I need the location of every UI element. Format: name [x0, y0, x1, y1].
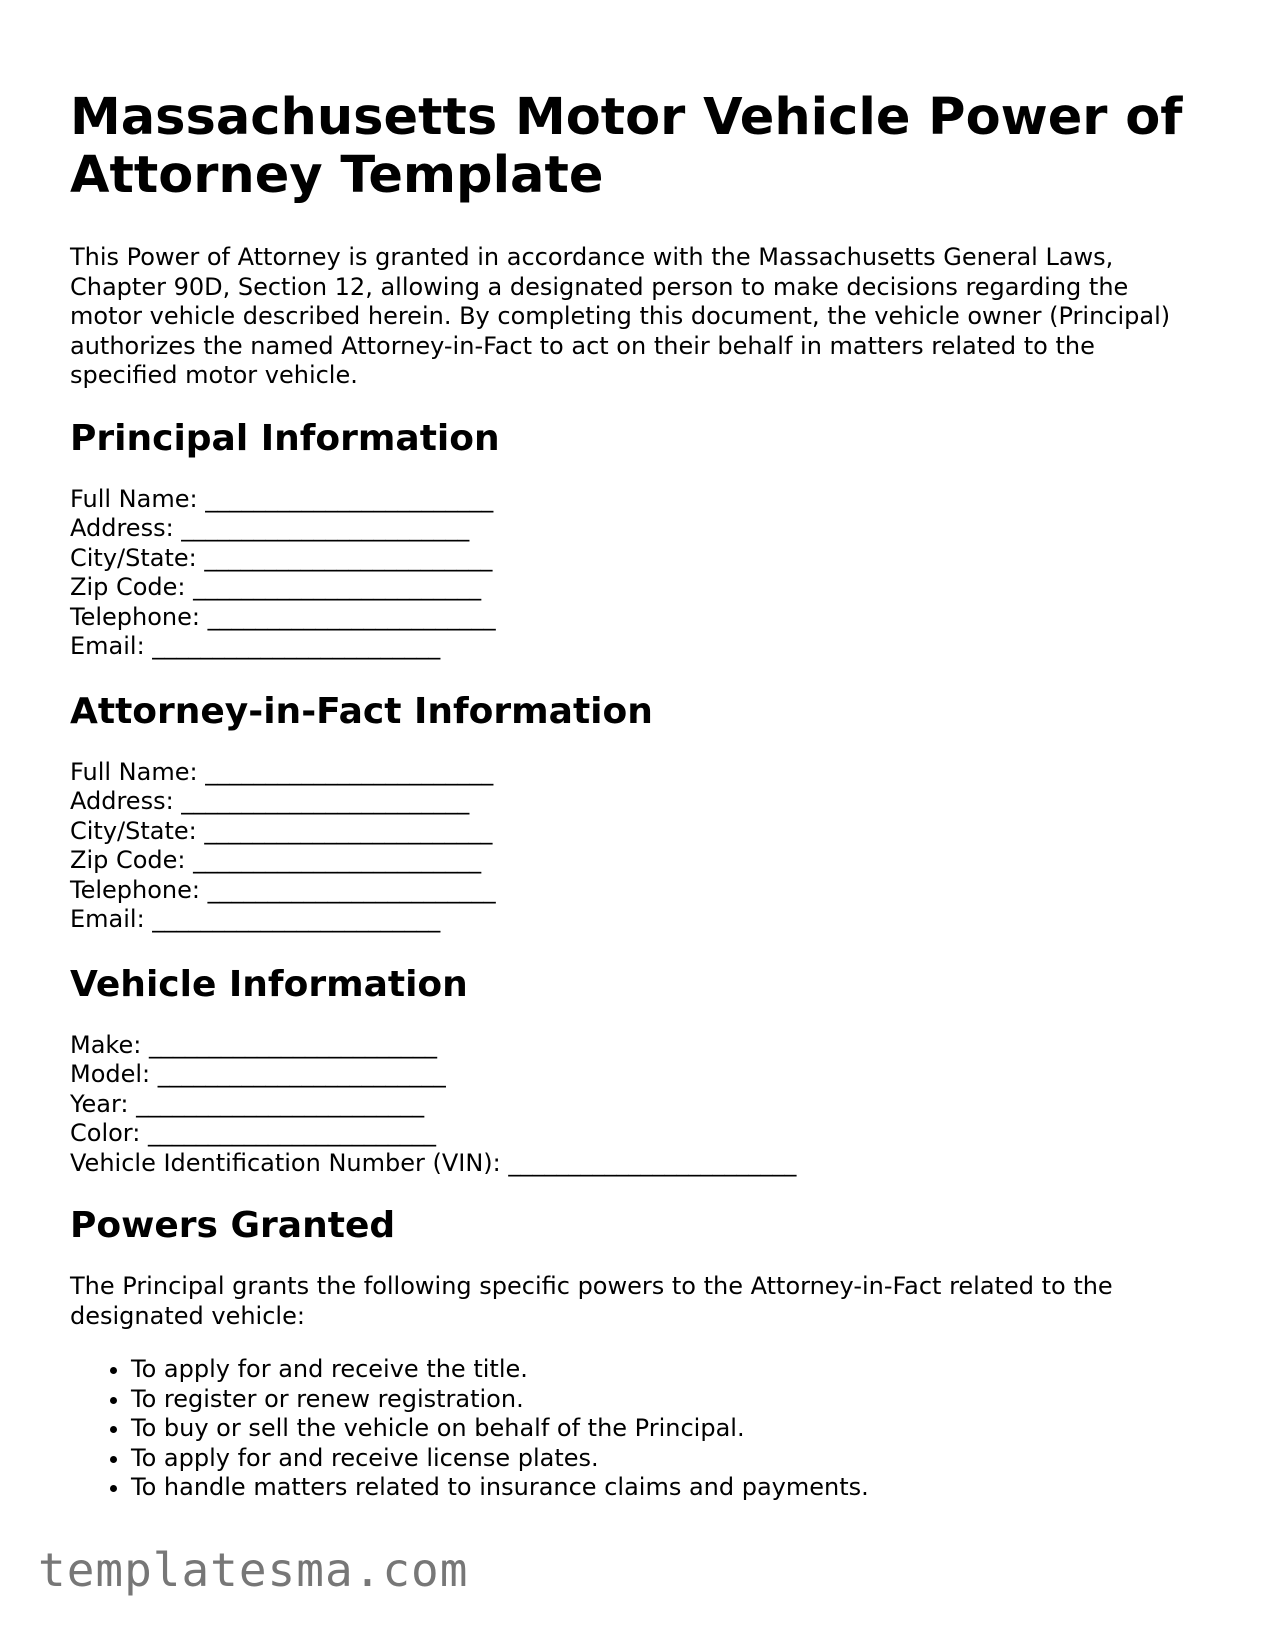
principal-fields — [70, 485, 1200, 662]
powers-paragraph: The Principal grants the following specific powers to the Attorney-in-Fact related to the designated vehicle: — [70, 1272, 1113, 1330]
document-title: Massachusetts Motor Vehicle Power of Attorney Template — [70, 88, 1183, 205]
vehicle-color-field[interactable]: Color: ________________________ — [70, 1119, 436, 1147]
principal-zip-code-field[interactable]: Zip Code: ________________________ — [70, 573, 482, 601]
attorney-heading: Attorney-in-Fact Information — [70, 690, 653, 732]
vehicle-vin-field[interactable]: Vehicle Identification Number (VIN): ________________________ — [70, 1148, 797, 1177]
principal-address-field[interactable]: Address: ________________________ — [70, 514, 470, 542]
vehicle-fields — [70, 1031, 1200, 1179]
attorney-zip-code-field[interactable]: Zip Code: ________________________ — [70, 846, 482, 874]
list-item: • To register or renew registration. — [131, 1385, 1200, 1415]
list-item: • To buy or sell the vehicle on behalf of the Principal. — [131, 1414, 1200, 1444]
watermark: templatesma.com — [38, 1543, 469, 1597]
powers-list — [70, 1355, 1200, 1503]
attorney-fields — [70, 758, 1200, 935]
principal-full-name-field[interactable]: Full Name: ________________________ — [70, 484, 494, 513]
vehicle-year-field[interactable]: Year: ________________________ — [70, 1089, 425, 1118]
attorney-address-field[interactable]: Address: ________________________ — [70, 787, 470, 815]
powers-heading: Powers Granted — [70, 1205, 396, 1246]
vehicle-model-field[interactable]: Model: ________________________ — [70, 1060, 446, 1088]
list-item: • To apply for and receive license plates. — [131, 1444, 1200, 1474]
intro-paragraph: This Power of Attorney is granted in accordance with the Massachusetts General Laws, Chapter 90D, Section 12, allowing a designated person to make decisions regarding the motor vehicle described herein. By completing this document, the vehicle owner (Principal) authorizes the named Attorney-in-Fact to act on their behalf in matters related to the specified motor vehicle. — [70, 243, 1171, 389]
principal-email-field[interactable]: Email: ________________________ — [70, 632, 441, 660]
document-page — [70, 0, 1200, 1503]
attorney-city-state-field[interactable]: City/State: ________________________ — [70, 816, 493, 845]
list-item: • To handle matters related to insurance claims and payments. — [131, 1473, 1200, 1503]
attorney-full-name-field[interactable]: Full Name: ________________________ — [70, 757, 494, 786]
attorney-telephone-field[interactable]: Telephone: ________________________ — [70, 875, 496, 904]
vehicle-heading: Vehicle Information — [70, 963, 468, 1005]
list-item: • To apply for and receive the title. — [131, 1355, 1200, 1385]
principal-telephone-field[interactable]: Telephone: ________________________ — [70, 602, 496, 631]
principal-city-state-field[interactable]: City/State: ________________________ — [70, 543, 493, 572]
attorney-email-field[interactable]: Email: ________________________ — [70, 905, 441, 933]
vehicle-make-field[interactable]: Make: ________________________ — [70, 1030, 437, 1059]
principal-heading: Principal Information — [70, 417, 500, 459]
